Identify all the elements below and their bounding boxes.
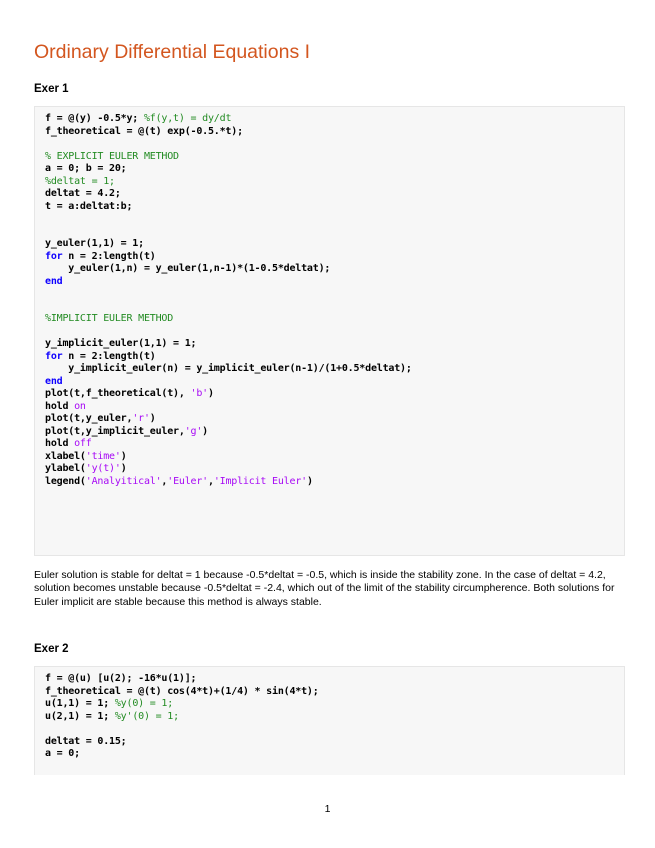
code-line-blank (45, 301, 624, 314)
page-title: Ordinary Differential Equations I (34, 41, 311, 63)
code-line: f = @(y) -0.5*y; %f(y,t) = dy/dt (45, 113, 232, 124)
code-line: y_implicit_euler(1,1) = 1; (45, 338, 197, 349)
code-line: plot(t,y_euler,'r') (45, 413, 156, 424)
code-line: legend('Analyitical','Euler','Implicit Euler') (45, 475, 313, 487)
exer2-code-block (34, 666, 625, 775)
code-comment: %deltat = 1; (45, 175, 115, 187)
code-line-blank (45, 326, 624, 339)
code-line: hold off (45, 438, 92, 449)
code-line: y_euler(1,n) = y_euler(1,n-1)*(1-0.5*deltat); (45, 263, 331, 274)
code-line: for n = 2:length(t) (45, 350, 156, 362)
exer1-explanation: Euler solution is stable for deltat = 1 because -0.5*deltat = -0.5, which is inside the stability zone. In the case of deltat = 4.2, solution becomes unstable because -0.5*deltat = -2.4, which out of the limit of the stability circumpherence. Both solutions for Euler implicit are stable because this method is always stable. (34, 569, 615, 608)
code-line: deltat = 4.2; (45, 188, 121, 199)
code-line-blank (45, 723, 624, 736)
code-line: u(1,1) = 1; %y(0) = 1; (45, 698, 174, 709)
code-line: y_implicit_euler(n) = y_implicit_euler(n-1)/(1+0.5*deltat); (45, 363, 412, 374)
code-line: t = a:deltat:b; (45, 200, 133, 212)
code-line-blank (45, 226, 624, 239)
exer1-heading: Exer 1 (34, 83, 69, 95)
code-line: for n = 2:length(t) (45, 250, 156, 262)
code-comment: %IMPLICIT EULER METHOD (45, 313, 174, 324)
code-line: f_theoretical = @(t) exp(-0.5.*t); (45, 125, 243, 137)
code-line: ylabel('y(t)') (45, 463, 127, 474)
exer2-heading: Exer 2 (34, 643, 69, 655)
code-line: plot(t,y_implicit_euler,'g') (45, 425, 208, 437)
code-line: f_theoretical = @(t) cos(4*t)+(1/4) * sin(4*t); (45, 685, 319, 697)
code-line: end (45, 375, 63, 387)
code-line: deltat = 0.15; (45, 735, 127, 747)
code-line: xlabel('time') (45, 450, 127, 462)
page-number: 1 (324, 803, 331, 815)
code-line: end (45, 275, 63, 287)
code-line: hold on (45, 400, 86, 412)
exer1-code-block (34, 106, 625, 556)
code-line: plot(t,f_theoretical(t), 'b') (45, 388, 214, 399)
code-line: f = @(u) [u(2); -16*u(1)]; (45, 673, 197, 684)
code-line: a = 0; (45, 748, 80, 759)
code-comment: % EXPLICIT EULER METHOD (45, 150, 179, 162)
code-line: y_euler(1,1) = 1; (45, 238, 144, 249)
code-line: u(2,1) = 1; %y'(0) = 1; (45, 710, 179, 722)
code-line-blank (45, 138, 624, 151)
code-line-blank (45, 213, 624, 226)
code-line-blank (45, 288, 624, 301)
code-line: a = 0; b = 20; (45, 163, 127, 174)
